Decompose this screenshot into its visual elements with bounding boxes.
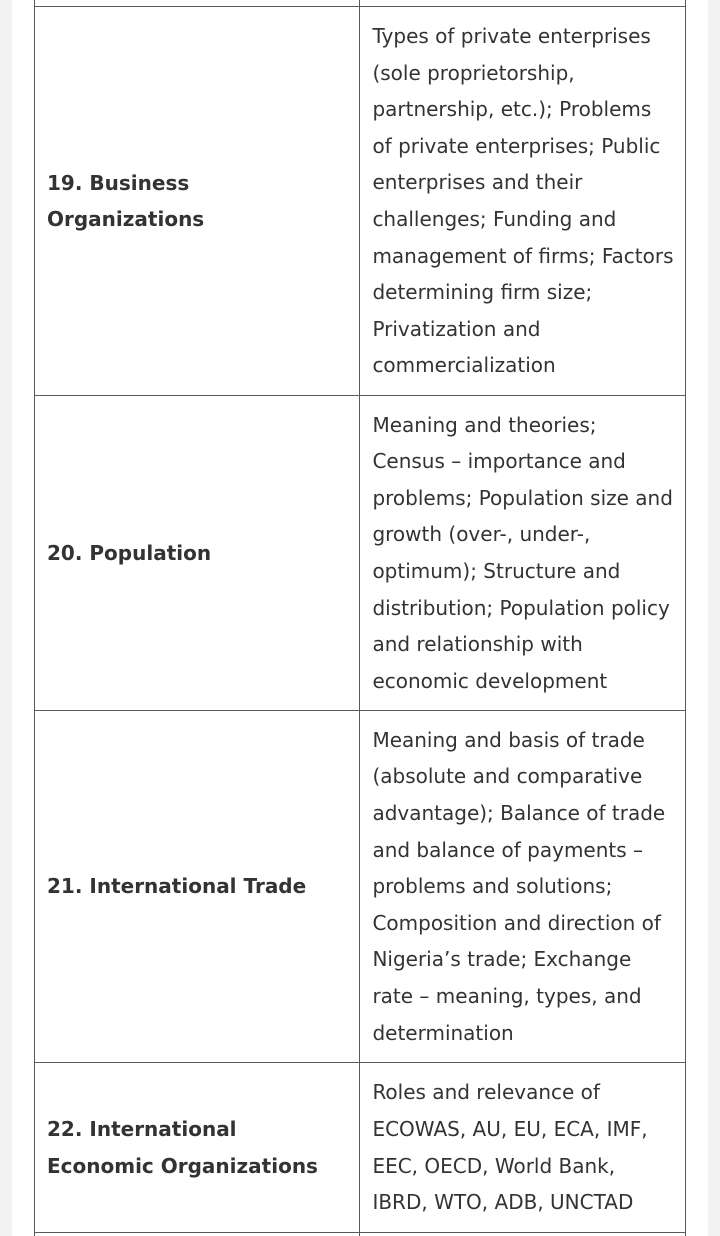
topic-cell xyxy=(35,1233,360,1236)
topic-cell: 22. International Economic Organizations xyxy=(35,1063,360,1233)
description-cell: Roles and relevance of ECOWAS, AU, EU, ECA, IMF, EEC, OECD, World Bank, IBRD, WTO, ADB, UNCTAD xyxy=(360,1063,686,1233)
table-row xyxy=(35,7,686,396)
topic-cell: 20. Population xyxy=(35,396,360,711)
table-row xyxy=(35,396,686,711)
page-content xyxy=(12,0,708,1236)
topic-cell: 21. International Trade xyxy=(35,711,360,1063)
syllabus-table xyxy=(34,0,686,1236)
description-cell: Meaning and theories; Census – importance and problems; Population size and growth (over-, under-, optimum); Structure and distribution; Population policy and relationship with economic development xyxy=(360,396,686,711)
description-cell xyxy=(360,1233,686,1236)
table-row xyxy=(35,1063,686,1233)
table-row-next-partial xyxy=(35,1233,686,1236)
description-cell: Types of private enterprises (sole proprietorship, partnership, etc.); Problems of private enterprises; Public enterprises and their challenges; Funding and management of firms; Factors determining firm size; Privatization and commercialization xyxy=(360,7,686,396)
description-cell: Meaning and basis of trade (absolute and comparative advantage); Balance of trade and balance of payments – problems and solutions; Composition and direction of Nigeria’s trade; Exchange rate – meaning, types, and determination xyxy=(360,711,686,1063)
table-row xyxy=(35,711,686,1063)
topic-cell: 19. Business Organizations xyxy=(35,7,360,396)
